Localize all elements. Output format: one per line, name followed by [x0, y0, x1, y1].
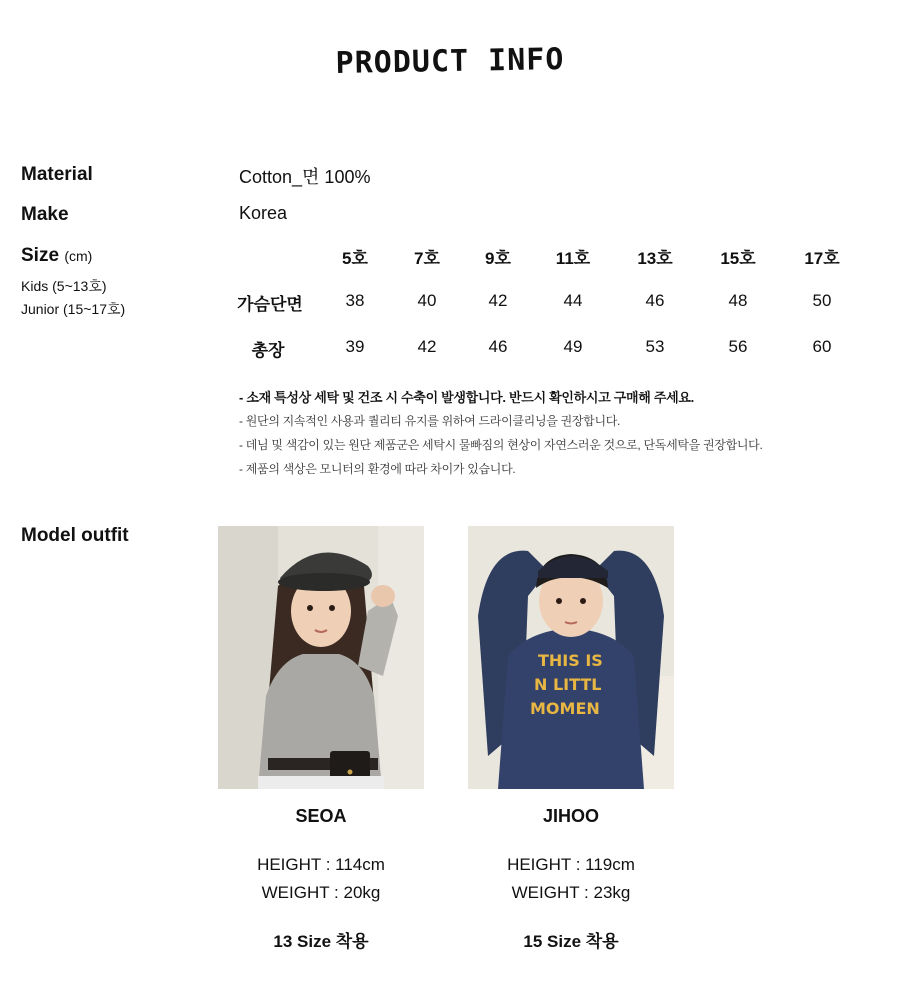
table-cell: 50 [812, 291, 832, 310]
table-cell: 53 [645, 337, 665, 356]
model-size-jihoo: 15 Size 착용 [523, 932, 619, 951]
table-cell: 38 [345, 291, 365, 310]
size-junior-range: Junior (15~17호) [21, 301, 126, 317]
model-photo-jihoo [468, 526, 674, 789]
model-size-seoa: 13 Size 착용 [273, 932, 369, 951]
care-note: - 데님 및 색감이 있는 원단 제품군은 세탁시 물빠짐의 현상이 자연스러운 것으로, 단독세탁을 권장합니다. [239, 438, 763, 452]
page-title: PRODUCT INFO [335, 42, 565, 81]
model-name-jihoo: JIHOO [542, 806, 599, 826]
table-cell: 42 [488, 291, 508, 310]
table-cell: 39 [345, 337, 365, 356]
table-cell: 46 [488, 337, 508, 356]
table-cell: 44 [563, 291, 583, 310]
table-cell: 42 [417, 337, 437, 356]
size-header-cell: 15호 [720, 249, 756, 268]
size-header-cell: 11호 [555, 249, 591, 268]
table-cell: 40 [417, 291, 437, 310]
table-cell: 56 [728, 337, 748, 356]
svg-text:N LITTL: N LITTL [534, 675, 602, 694]
size-header-cell: 9호 [485, 249, 511, 268]
table-cell: 60 [812, 337, 832, 356]
size-header-cell: 5호 [342, 249, 368, 268]
row-label-chest: 가슴단면 [237, 295, 303, 314]
model-photo-seoa [218, 526, 424, 789]
make-value: Korea [239, 203, 288, 223]
care-note: - 원단의 지속적인 사용과 퀄리티 유지를 위하여 드라이클리닝을 권장합니다. [239, 414, 621, 428]
model-weight-jihoo: WEIGHT : 23kg [511, 883, 631, 902]
size-label [21, 245, 92, 267]
model-height-seoa: HEIGHT : 114cm [257, 855, 385, 874]
care-note-warning: - 소재 특성상 세탁 및 건조 시 수축이 발생합니다. 반드시 확인하시고 구매해 주세요. [239, 390, 694, 405]
svg-text:MOMEN: MOMEN [530, 699, 600, 718]
model-outfit-label: Model outfit [21, 525, 129, 546]
care-note: - 제품의 색상은 모니터의 환경에 따라 차이가 있습니다. [239, 462, 516, 476]
model-height-jihoo: HEIGHT : 119cm [507, 855, 635, 874]
size-header-cell: 13호 [637, 249, 673, 268]
table-cell: 49 [563, 337, 583, 356]
svg-text:THIS IS: THIS IS [538, 651, 603, 670]
size-label-text: Size [21, 245, 60, 266]
material-value: Cotton_면 100% [239, 167, 371, 187]
model-name-seoa: SEOA [295, 806, 347, 826]
size-header-cell: 7호 [414, 249, 440, 268]
model-weight-seoa: WEIGHT : 20kg [261, 883, 381, 902]
size-unit: (cm) [64, 248, 93, 264]
make-label: Make [21, 204, 69, 225]
table-cell: 48 [728, 291, 748, 310]
material-label: Material [21, 164, 93, 185]
size-header-cell: 17호 [804, 249, 840, 268]
row-label-length: 총장 [251, 341, 285, 360]
table-cell: 46 [645, 291, 665, 310]
size-kids-range: Kids (5~13호) [21, 278, 107, 294]
